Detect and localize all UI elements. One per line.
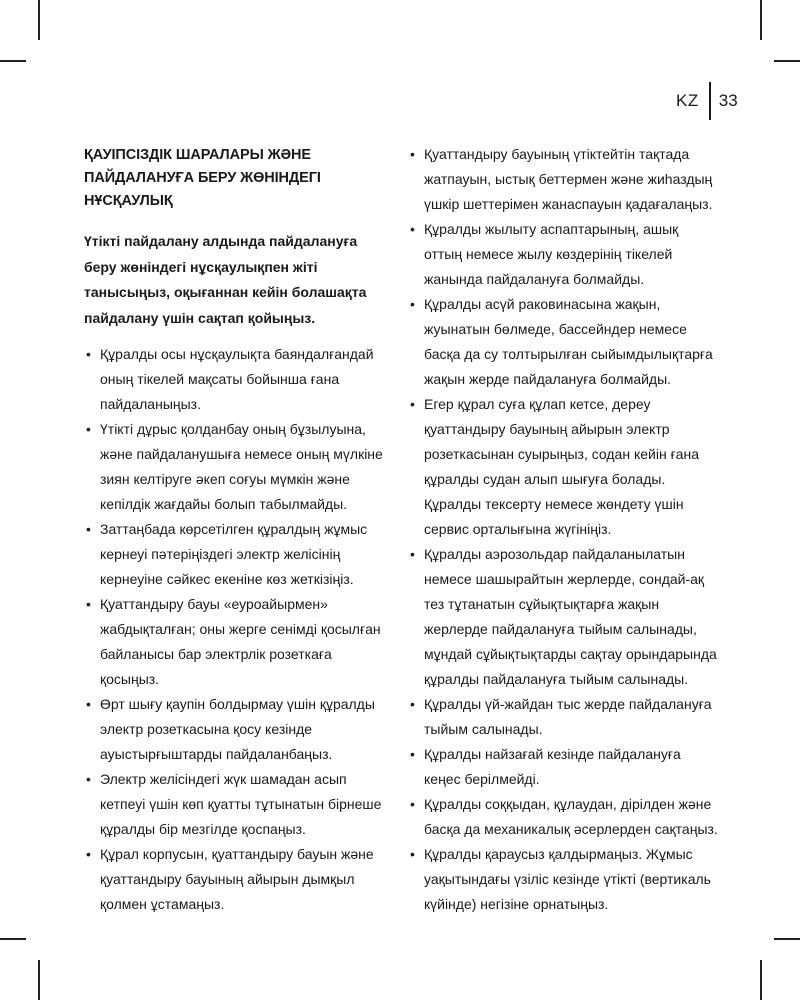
crop-mark-left-upper: [0, 60, 26, 62]
list-item: [84, 692, 390, 767]
list-item: [408, 742, 718, 792]
bullet-icon: •: [410, 746, 415, 762]
page-header: [676, 82, 738, 120]
bullet-icon: •: [86, 346, 91, 362]
list-item-text: Құралды жылыту аспаптарының, ашық оттың немесе жылу көздерінің тікелей жанында пайдалануға болмайды.: [424, 221, 679, 287]
list-item: [408, 392, 718, 542]
list-item-text: Қуаттандыру бауы «еуроайырмен» жабдықталған; оны жерге сенімді қосылған байланысы бар электрлік розеткаға қосыңыз.: [100, 596, 381, 687]
list-item-text: Егер құрал суға құлап кетсе, дереу қуаттандыру бауының айырын электр розеткасынан суырыңыз, содан кейін ғана құралды судан алып шығуға болады. Құралды тексерту немесе жөндету үшін сервис орталығына жүгініңіз.: [424, 396, 699, 537]
list-item: [84, 842, 390, 917]
safety-list-left: [84, 342, 390, 917]
bullet-icon: •: [410, 146, 415, 162]
crop-mark-left-lower: [0, 938, 26, 940]
list-item: [84, 767, 390, 842]
list-item: [408, 142, 718, 217]
list-item: [84, 417, 390, 517]
bullet-icon: •: [86, 696, 91, 712]
right-column: [408, 142, 718, 917]
bullet-icon: •: [86, 771, 91, 787]
list-item-text: Құралды осы нұсқаулықта баяндалғандай оның тікелей мақсаты бойынша ғана пайдаланыңыз.: [100, 346, 374, 412]
list-item: [408, 217, 718, 292]
list-item-text: Электр желісіндегі жүк шамадан асып кетпеуі үшін көп қуатты тұтынатын бірнеше құралды бір мезгілде қоспаңыз.: [100, 771, 382, 837]
left-column: [84, 144, 390, 917]
safety-list-right: [408, 142, 718, 917]
list-item-text: Құралды найзағай кезінде пайдалануға кеңес берілмейді.: [424, 746, 681, 787]
list-item-text: Құралды қараусыз қалдырмаңыз. Жұмыс уақытындағы үзіліс кезінде үтікті (вертикаль күйінде) негізіне орнатыңыз.: [424, 846, 711, 912]
list-item-text: Құралды аэрозольдар пайдаланылатын немесе шашырайтын жерлерде, сондай-ақ тез тұтанатын сұйықтықтарға жақын жерлерде пайдалануға тыйым салынады, мұндай сұйықтықтарды сақтау орындарында құралды пайдалануға тыйым салынады.: [424, 546, 717, 687]
bullet-icon: •: [86, 846, 91, 862]
list-item: [408, 842, 718, 917]
bullet-icon: •: [86, 421, 91, 437]
list-item: [408, 292, 718, 392]
list-item: [84, 517, 390, 592]
language-code: KZ: [676, 91, 699, 110]
list-item-text: Үтікті дұрыс қолданбау оның бұзылуына, және пайдаланушыға немесе оның мүлкіне зиян келтіруге әкеп соғуы мүмкін және кепілдік жағдайы болып табылмайды.: [100, 421, 383, 512]
section-title: ҚАУІПСІЗДІК ШАРАЛАРЫ ЖӘНЕ ПАЙДАЛАНУҒА БЕРУ ЖӨНІНДЕГІ НҰСҚАУЛЫҚ: [84, 147, 321, 209]
bullet-icon: •: [410, 696, 415, 712]
crop-mark-top-right: [760, 0, 762, 40]
list-item: [408, 792, 718, 842]
bullet-icon: •: [86, 596, 91, 612]
intro-paragraph: Үтікті пайдалану алдында пайдалануға беру жөніндегі нұсқаулықпен жіті танысыңыз, оқығаннан кейін болашақта пайдалану үшін сақтап қойыңыз.: [84, 233, 367, 326]
list-item: [408, 542, 718, 692]
bullet-icon: •: [410, 396, 415, 412]
header-separator: [709, 82, 711, 120]
bullet-icon: •: [410, 221, 415, 237]
crop-mark-top-left: [38, 0, 40, 40]
bullet-icon: •: [410, 796, 415, 812]
bullet-icon: •: [410, 846, 415, 862]
crop-mark-bottom-right: [760, 960, 762, 1000]
list-item: [84, 592, 390, 692]
list-item-text: Заттаңбада көрсетілген құралдың жұмыс кернеуі пәтеріңіздегі электр желісінің кернеуіне сәйкес екеніне көз жеткізіңіз.: [100, 521, 368, 587]
list-item-text: Өрт шығу қаупін болдырмау үшін құралды электр розеткасына қосу кезінде ауыстырғыштарды пайдаланбаңыз.: [100, 696, 375, 762]
bullet-icon: •: [86, 521, 91, 537]
list-item: [408, 692, 718, 742]
crop-mark-bottom-left: [38, 960, 40, 1000]
list-item: [84, 342, 390, 417]
list-item-text: Қуаттандыру бауының үтіктейтін тақтада жатпауын, ыстық беттермен және жиһаздың үшкір шеттерімен жанаспауын қадағалаңыз.: [424, 146, 713, 212]
list-item-text: Құралды үй-жайдан тыс жерде пайдалануға тыйым салынады.: [424, 696, 712, 737]
list-item-text: Құралды асүй раковинасына жақын, жуынатын бөлмеде, бассейндер немесе басқа да су толтырылған сыйымдылықтарға жақын жерде пайдалануға болмайды.: [424, 296, 713, 387]
list-item-text: Құралды соққыдан, құлаудан, дірілден және басқа да механикалық әсерлерден сақтаңыз.: [424, 796, 718, 837]
list-item-text: Құрал корпусын, қуаттандыру бауын және қуаттандыру бауының айырын дымқыл қолмен ұстамаңыз.: [100, 846, 374, 912]
page-number: 33: [718, 91, 738, 110]
crop-mark-right-lower: [774, 938, 800, 940]
bullet-icon: •: [410, 546, 415, 562]
bullet-icon: •: [410, 296, 415, 312]
crop-mark-right-upper: [774, 60, 800, 62]
